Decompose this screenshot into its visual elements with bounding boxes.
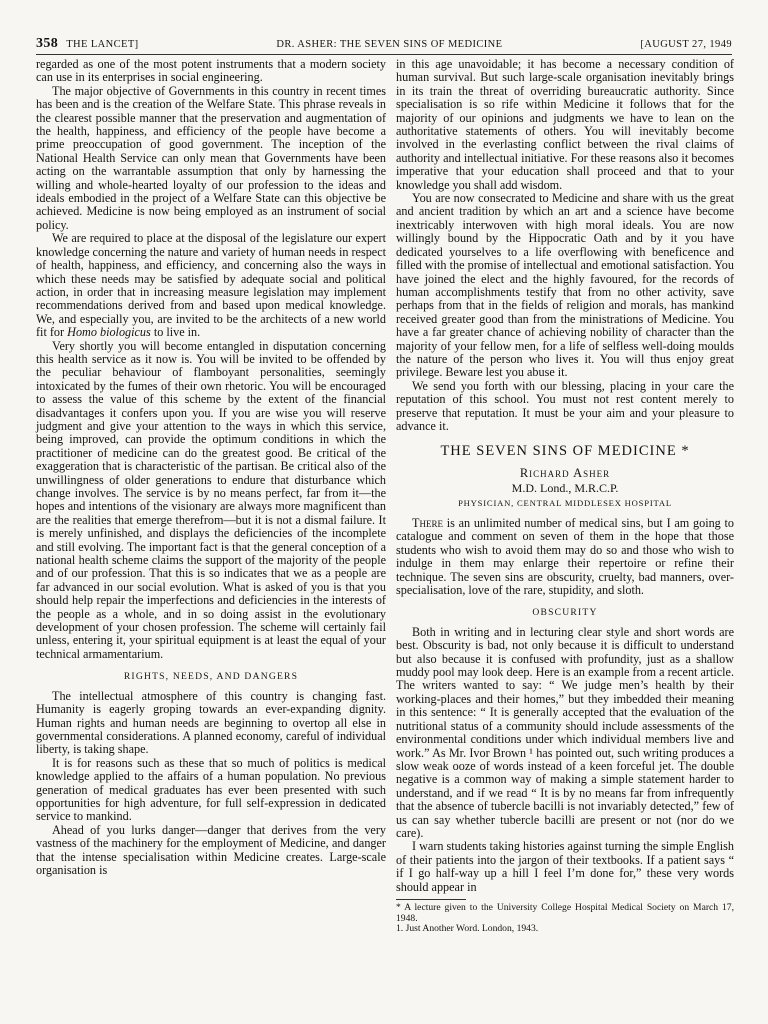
left-column (36, 58, 386, 877)
italic-term: Homo biologicus (67, 325, 151, 340)
running-title: DR. ASHER: THE SEVEN SINS OF MEDICINE (276, 39, 503, 50)
paragraph: The intellectual atmosphere of this country is changing fast. Humanity is eagerly groping towards an ever-expanding dignity. Human rights and human needs are beginning to overtop all else in governmental considerations. A planned economy, careful of individual liberty, is taking shape. (36, 688, 386, 757)
paragraph (36, 232, 386, 339)
author-degrees: M.D. Lond., M.R.C.P. (511, 481, 619, 496)
section-heading: OBSCURITY (532, 607, 598, 619)
author-affiliation: PHYSICIAN, CENTRAL MIDDLESEX HOSPITAL (458, 497, 672, 508)
footnote-rule (396, 899, 466, 900)
running-header (36, 36, 732, 52)
paragraph: regarded as one of the most potent instruments that a modern society can use in its enterprises in social engineering. (36, 57, 386, 85)
article-author: Richard Asher (519, 465, 611, 480)
paragraph: I warn students taking histories against turning the simple English of their patients into the jargon of their textbooks. If a patient says “ if I go half-way up a hill I feel I’m done for,” these very words should appear in (396, 839, 734, 894)
paragraph: We send you forth with our blessing, placing in your care the reputation of this school. You must not rest content merely to preserve that reputation. It must be your aim and your pleasure to advance it. (396, 378, 734, 433)
paragraph-text: is an unlimited number of medical sins, but I am going to catalogue and comment on seven of them in the hope that those students who wish to avoid them may do so and those who wish to indulge in them may enlarge their repertoire or refine their technique. The seven sins are obscurity, cruelty, bad manners, over-specialisation, love of the rare, stupidity, and sloth. (396, 516, 734, 598)
paragraph: The major objective of Governments in this country in recent times has been and is the creation of the Welfare State. This phrase reveals in the clearest possible manner that the preservation and augmentation of the health, happiness, and efficiency of the people have become a prime preoccupation of good government. The inception of the National Health Service can only mean that Governments have been acting on the warrantable assumption that only by harnessing the willing and whole-hearted loyalty of our profession to the ideas and ideals embodied in the project of a Welfare State can this objective be achieved. Medicine is now being employed as an instrument of social policy. (36, 83, 386, 232)
header-rule (36, 54, 732, 55)
paragraph-text: We are required to place at the disposal of the legislature our expert knowledge concerning the nature and variety of human needs in respect of health, happiness, and efficiency, and concerning also the ways in which these needs may be satisfied by adequate social and political action, in order that in increasing measure legislation may implement recommendations derived from and based upon medical knowledge. We, and especially you, are invited to be the architects of a new world fit for (36, 231, 386, 340)
page-number: 358 (36, 36, 59, 51)
paragraph: Very shortly you will become entangled in disputation concerning this health service as it now is. You will be invited to be offended by the peculiar behaviour of flamboyant personalities, seemingly intoxicated by the fumes of their own rhetoric. You will be encouraged to assess the value of this scheme by the extent of the financial disadvantages it confers upon you. If you are wise you will reserve judgment and give your attention to the ways in which this service, being improved, can provide the optimum conditions in which the practitioner of medicine can do the greatest good. Be critical of the exaggeration that is characteristic of the partisan. Be critical also of the unwillingness of older generations to endure that disturbance which change involves. The service is by no means perfect, far from it—the hopes and intentions of the visionary are always more magnificent than are the realities that emerge therefrom—but it is not a dismal failure. It is merely unfinished, and displays the deficiencies of the incomplete and still evolving. The important fact is that the general conception of a national health scheme claims the support of the majority of the people and of our profession. That this is so indicates that we as a people are far advanced in our social evolution. What is asked of you is that you should help repair the imperfections and deficiencies in the interests of the people as a whole, and in so doing assist in the evolutionary development of your chosen profession. The scheme will certainly fail unless, entering it, your spiritual equipment is at least the equal of your technical armamentarium. (36, 338, 386, 661)
footnote: 1. Just Another Word. London, 1943. (396, 923, 539, 935)
paragraph: You are now consecrated to Medicine and share with us the great and ancient tradition by which an art and a science have become inextricably interwoven with high moral ideals. You are now willingly bound by the Hippocratic Oath and by it you have dedicated yourselves to a life overflowing with beneficence and filled with the promise of intellectual and emotional satisfaction. You have joined the elect and the highly favoured, for the records of human accomplishments testify that from no other activity, save perhaps from that in the fields of religion and morals, has mankind received greater good than from the ministrations of Medicine. You have a far greater chance of achieving nobility of character than the majority of your fellow men, for a life of selfless well-doing moulds the nature of the person who lives it. You will thus enjoy great privilege. Beware lest you abuse it. (396, 191, 734, 380)
footnote: * A lecture given to the University College Hospital Medical Society on March 17, 1948. (396, 901, 734, 924)
paragraph: Ahead of you lurks danger—danger that derives from the very vastness of the machinery for the employment of Medicine, and danger that the intense specialisation within Medicine creates. Large-scale organisation is (36, 822, 386, 877)
paragraph (396, 517, 734, 597)
section-heading: RIGHTS, NEEDS, AND DANGERS (123, 671, 299, 683)
lead-word: There (412, 516, 443, 530)
paragraph: Both in writing and in lecturing clear style and short words are best. Obscurity is bad, not only because it is difficult to understand but also because it is confused with profundity, just as a shallow muddy pool may look deep. Here is an example from a recent article. The writers wanted to say: “ We judge men’s health by their working-places and their homes,” but they imbedded their meaning in this sentence: “ It is generally accepted that the evaluation of the nutritional status of a community should include assessments of the environmental conditions under which individual members live and work.” As Mr. Ivor Brown ¹ has pointed out, such writing produces a slow weak ooze of words instead of a keen forceful jet. The double negative is a common way of making a simple statement harder to understand, and if we read “ It is by no means far from infrequently that the absence of tubercle bacilli is not invariably detected,” few of us can say whether tubercle bacilli are present or not (nor do we care). (396, 624, 734, 840)
journal-name: THE LANCET] (66, 39, 139, 50)
issue-date: [AUGUST 27, 1949 (640, 39, 732, 50)
paragraph-text: to live in. (150, 325, 201, 340)
paragraph: It is for reasons such as these that so much of politics is medical knowledge applied to the affairs of a human population. No previous generation of medical graduates has ever been presented with such opportunities for high adventure, for full self-expression in dedicated service to mankind. (36, 755, 386, 824)
paragraph: in this age unavoidable; it has become a necessary condition of human survival. But such large-scale organisation inevitably brings in its train the threat of overriding bureaucratic authority. Since specialisation is so rife within Medicine it follows that for the majority of our opinions and judgments we have to lean on the authoritative statements of others. You will inevitably become involved in the everlasting conflict between the rival claims of authority and intellectual initiative. For these reasons also it becomes imperative that your education shall proceed and that to your knowledge you shall add wisdom. (396, 57, 734, 192)
article-title: THE SEVEN SINS OF MEDICINE * (440, 443, 690, 460)
right-column (396, 58, 734, 935)
